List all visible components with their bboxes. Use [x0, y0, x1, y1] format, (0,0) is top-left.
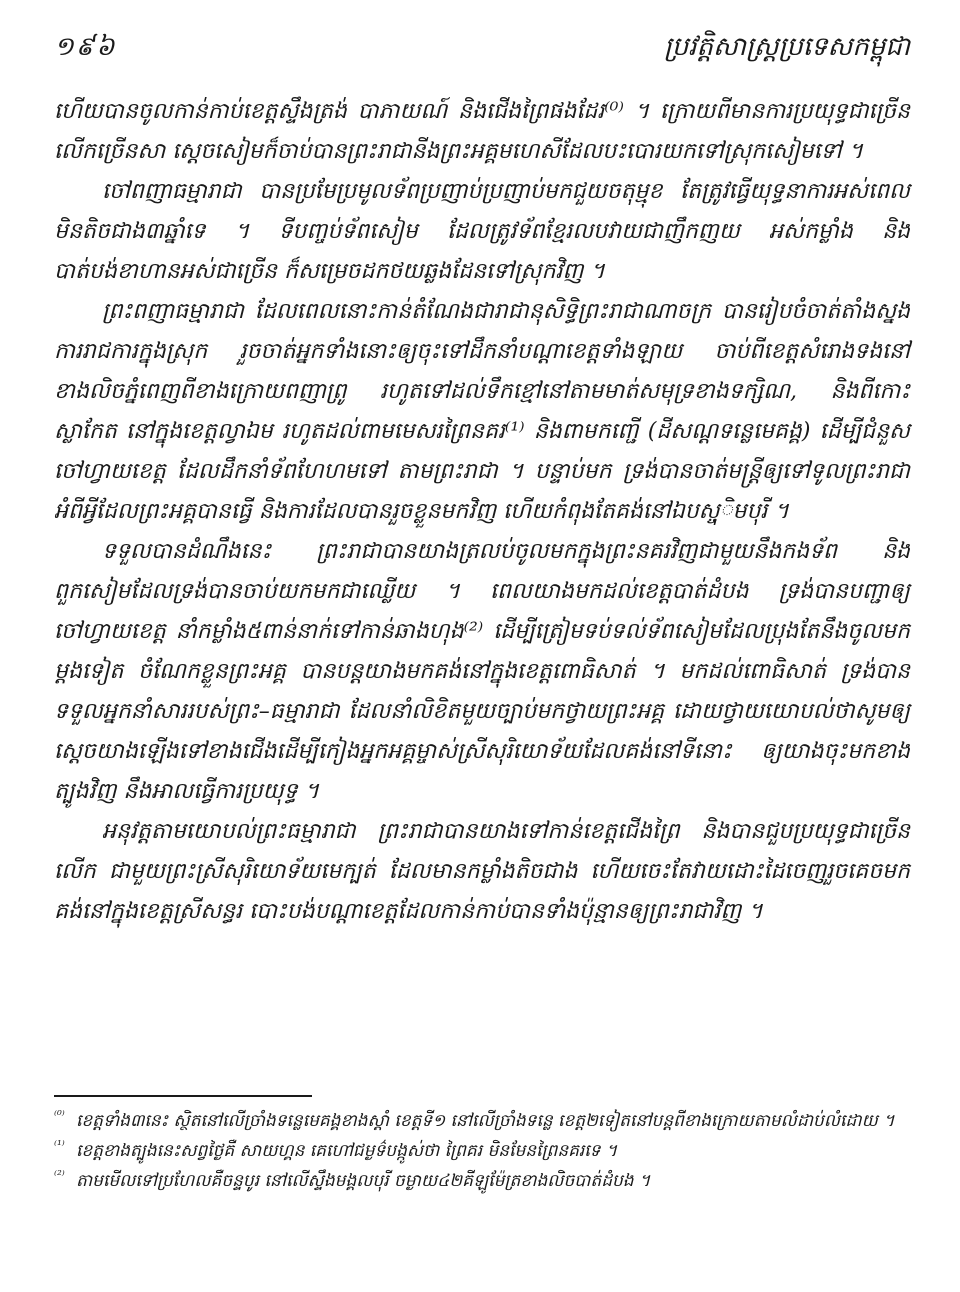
footnote-2 — [54, 1136, 910, 1166]
footnote-3 — [54, 1166, 910, 1196]
paragraph-5: អនុវត្តតាមយោបល់ព្រះធម្មារាជា ព្រះរាជាបានយាងទៅកាន់ខេត្តជើងព្រៃ និងបានជួបប្រយុទ្ធជាច្រើនលើក ជាមួយព្រះស្រីសុរិយោទ័យមេក្បត់ ដែលមានកម្លាំងតិចជាង ហើយចេះតែវាយដោះដៃចេញរួចគេចមកគង់នៅក្នុងខេត្តស្រីសន្ធរ បោះបង់បណ្តាខេត្តដែលកាន់កាប់បានទាំងប៉ុន្មានឲ្យព្រះរាជាវិញ ។ — [54, 819, 910, 924]
paragraph-2: ចៅពញាធម្មារាជា បានប្រមែប្រមូលទ័ពប្រញាប់ប្រញាប់មកជួយចតុម្មុខ តែត្រូវធ្វើយុទ្ធនាការអស់ពេលមិនតិចជាង៣ឆ្នាំទេ ។ ទីបញ្ចប់ទ័ពសៀម ដែលត្រូវទ័ពខ្មែរលបវាយជាញឹកញយ អស់កម្លាំង និងបាត់បង់ខាហានអស់ជាច្រើន ក៏សម្រេចដកថយឆ្លងដែនទៅស្រុកវិញ ។ — [54, 179, 910, 284]
footnote-divider — [54, 1095, 312, 1097]
footnote-marker: ⁽²⁾ — [54, 1168, 65, 1182]
footnotes-section — [54, 1106, 910, 1196]
paragraph-4: ទទួលបានដំណឹងនេះ ព្រះរាជាបានយាងត្រលប់ចូលមកក្នុងព្រះនគរវិញជាមួយនឹងកងទ័ព និងពួកសៀមដែលទ្រង់បានចាប់យកមកជាឈ្លើយ ។ ពេលយាងមកដល់ខេត្តបាត់ដំបង ទ្រង់បានបញ្ជាឲ្យចៅហ្វាយខេត្ត នាំកម្លាំង៥ពាន់នាក់ទៅកាន់ឆាងហុង⁽²⁾ ដើម្បីត្រៀមទប់ទល់ទ័ពសៀមដែលប្រុងតែនឹងចូលមកម្តងទៀត ចំណែកខ្លួនព្រះអគ្គ បានបន្តយាងមកគង់នៅក្នុងខេត្តពោធិសាត់ ។ មកដល់ពោធិសាត់ ទ្រង់បានទទួលអ្នកនាំសាររបស់ព្រះ–ធម្មារាជា ដែលនាំលិខិតមួយច្បាប់មកថ្វាយព្រះអគ្គ ដោយថ្វាយយោបល់ថាសូមឲ្យស្តេចយាងឡើងទៅខាងជើងដើម្បីកៀងអ្នកអគ្គម្ចាស់ស្រីសុរិយោទ័យដែលគង់នៅទីនោះ ឲ្យយាងចុះមកខាងត្បូងវិញ នឹងអាលធ្វើការប្រយុទ្ធ ។ — [54, 539, 910, 804]
footnote-text: តាមមើលទៅប្រហែលគឺចន្ទបូរ នៅលើស្ទឹងមង្គលបុរី ចម្ងាយ៤២គីឡូម៉ែត្រខាងលិចបាត់ដំបង ។ — [76, 1171, 651, 1191]
paragraph-3: ព្រះពញាធម្មារាជា ដែលពេលនោះកាន់តំណែងជារាជានុសិទ្ធិព្រះរាជាណាចក្រ បានរៀបចំចាត់តាំងស្នងការរាជការក្នុងស្រុក រួចចាត់អ្នកទាំងនោះឲ្យចុះទៅដឹកនាំបណ្តាខេត្តទាំងឡាយ ចាប់ពីខេត្តសំរោងទងនៅខាងលិចភ្នំពេញពីខាងក្រោយពញាព្រូ រហូតទៅដល់ទឹកខ្មៅនៅតាមមាត់សមុទ្រខាងទក្សិណ, និងពីកោះស្លាកែត នៅក្នុងខេត្តល្វាឯម រហូតដល់ពាមមេសរព្រៃនគរ⁽¹⁾ និងពាមកញ្ជើ (ដីសណ្តទន្លេមេគង្គ) ដើម្បីជំនួសចៅហ្វាយខេត្ត ដែលដឹកនាំទ័ពហែហមទៅ តាមព្រះរាជា ។ បន្ទាប់មក ទ្រង់បានចាត់មន្ត្រីឲ្យទៅទូលព្រះរាជាអំពីអ្វីដែលព្រះអគ្គបានធ្វើ និងការដែលបានរួចខ្លួនមកវិញ ហើយកំពុងតែគង់នៅឯបសុ្ចិមបុរី ។ — [54, 299, 910, 524]
footnote-marker: ⁽¹⁾ — [54, 1138, 65, 1152]
page-number: ១៩៦ — [54, 32, 117, 62]
running-header-title: ប្រវត្តិសាស្ត្រប្រទេសកម្ពុជា — [663, 32, 910, 62]
footnote-text: ខេត្តខាងត្បូងនេះសព្វថ្ងៃគឺ សាយហ្គន គេហៅជម្ងទ៌បង្កូស់ថា ព្រៃគរ មិនមែនព្រៃនគរទេ ។ — [76, 1141, 618, 1161]
paragraph-1: ហើយបានចូលកាន់កាប់ខេត្តស្ទឹងត្រង់ បាភាយណ៍ និងជើងព្រៃផងដែរ⁽⁰⁾ ។ ក្រោយពីមានការប្រយុទ្ធជាច្រើនលើកច្រើនសា ស្តេចសៀមក៏ចាប់បានព្រះរាជានីងព្រះអគ្គមហេសីដែលបះបោរយកទៅស្រុកសៀមទៅ ។ — [54, 99, 910, 164]
footnote-text: ខេត្តទាំង៣នេះ ស្ថិតនៅលើច្រាំងទន្លេមេគង្គខាងស្តាំ ខេត្តទី១ នៅលើច្រាំងទន្លេ ខេត្ត២ទៀតនៅបន្តពីខាងក្រោយតាមលំដាប់លំដោយ ។ — [76, 1111, 895, 1131]
main-body-text — [54, 92, 910, 932]
footnote-marker: ⁽⁰⁾ — [54, 1108, 65, 1122]
footnote-1 — [54, 1106, 910, 1136]
